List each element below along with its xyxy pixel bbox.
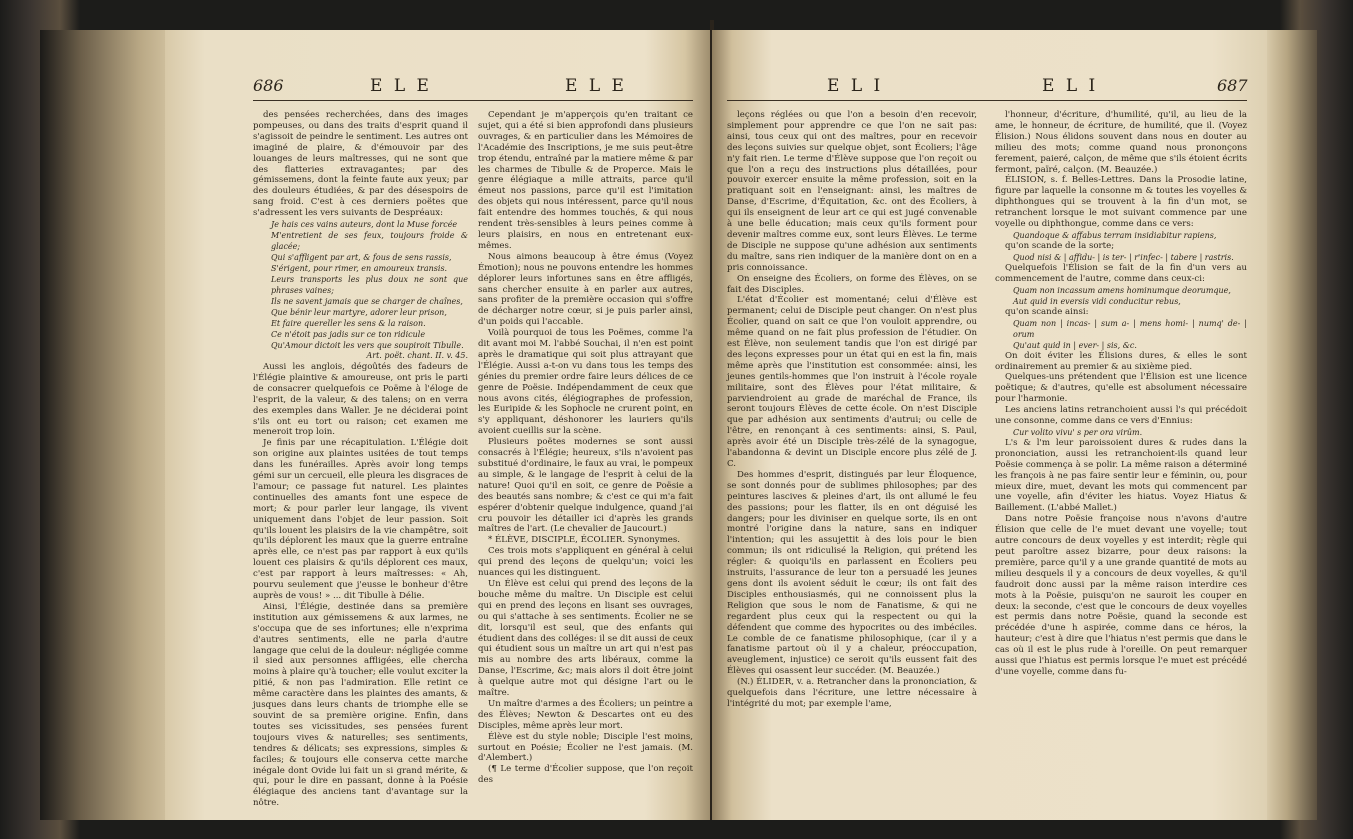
paragraph: Je finis par une récapitulation. L'Élégie doit son origine aux plaintes usitées de tout temps dans les funérailles. Après avoir long temps gémi sur un cercueil, elle pleura les disgraces de l'amour; ce passage fut naturel. Les plaintes continuelles des amants font une espece de mort; & pour parler leur langage, ils vivent uniquement dans l'objet de leur passion. Soit qu'ils louent les plaisirs de la vie champêtre, soit qu'ils déplorent les maux que la guerre entraîne après elle, ce n'est pas par rapport à eux qu'ils louent ces plaisirs & qu'ils déplorent ces maux, c'est par rapport à leurs maîtresses: « Ah, pourvu seulement que j'eusse le bonheur d'être auprès de vous! » ... dit Tibulle à Délie. [253, 438, 468, 601]
left-page-number: 686 [253, 76, 284, 95]
paragraph: Qu'Amour dictoit les vers que soupiroit Tibulle. [271, 341, 464, 351]
paragraph: On doit éviter les Élisions dures, & elles le sont ordinairement au premier & au sixième pied. [995, 350, 1247, 372]
paragraph: ÉLISION, s. f. Belles-Lettres. Dans la Prosodie latine, figure par laquelle la consonne m & toutes les voyelles & diphthongues qui se trouvent à la fin d'un mot, se retranchent lorsque le mot suivant commence par une voyelle ou diphthongue, comme dans ce vers: [995, 175, 1247, 230]
left-column-1 [253, 110, 468, 809]
paragraph: qu'on scande de la sorte; [1005, 240, 1115, 251]
paragraph: * ÉLÈVE, DISCIPLE, ÉCOLIER. Synonymes. [488, 535, 681, 546]
right-header-rule [727, 100, 1247, 101]
paragraph: M'entretient de ses feux, toujours froide & glacée; [271, 231, 468, 252]
paragraph: Voilà pourquoi de tous les Poëmes, comme l'a dit avant moi M. l'abbé Souchai, il n'en est point après le dramatique qui soit plus attrayant que l'Élégie. Aussi a-t-on vu dans tous les temps des génies du premier ordre faire leurs délices de ce genre de Poësie. Indépendamment de ceux que nous avons cités, élégiographes de profession, les Euripide & les Sophocle ne crurent point, en s'y appliquant, déshonorer les lauriers qu'ils avoient cueillis sur la scène. [478, 328, 693, 437]
paragraph: Ce n'étoit pas jadis sur ce ton ridicule [271, 330, 426, 340]
right-page [712, 30, 1267, 820]
left-running-head-1: E L E [370, 76, 432, 96]
paragraph: Et faire quereller les sens & la raison. [271, 319, 426, 329]
paragraph: qu'on scande ainsi: [1005, 306, 1089, 317]
paragraph: Cur volito vivu' s per ora virûm. [1013, 427, 1143, 437]
paragraph: Cependant je m'apperçois qu'en traitant ce sujet, qui a été si bien approfondi dans plusieurs ouvrages, & en particulier dans les Mémoires de l'Académie des Inscriptions, je me suis peut-être trop étendu, entraîné par la matiere même & par les charmes de Tibulle & de Properce. Mais le genre élégiaque a mille attraits, parce qu'il émeut nos passions, parce qu'il est l'imitation des objets qui nous intéressent, parce qu'il nous fait entendre des hommes touchés, & qui nous rendent très-sensibles à leurs peines comme à leurs plaisirs, en nous en entretenant eux-mêmes. [478, 110, 693, 251]
paragraph: S'érigent, pour rimer, en amoureux transis. [271, 264, 448, 274]
paragraph: (N.) ÉLIDER, v. a. Retrancher dans la prononciation, & quelquefois dans l'écriture, une lettre nécessaire à l'intégrité du mot; par exemple l'ame, [727, 677, 977, 709]
paragraph: On enseigne des Écoliers, on forme des Élèves, on se fait des Disciples. [727, 273, 977, 295]
paragraph: Quam non | incas- | sum a- | mens homi- | numq' de- | orum [1013, 318, 1247, 339]
paragraph: Ils ne savent jamais que se charger de chaînes, [271, 297, 463, 307]
paragraph: l'honneur, d'écriture, d'humilité, qu'il, au lieu de la ame, le honneur, de écriture, de humilité, que il. (Voyez Élision.) Nous élidons souvent dans nous en douter au milieu des mots; comme quand nous prononçons ferement, paieré, calçon, de même que s'ils étoient écrits fermont, païré, calçon. (M. Beauzée.) [995, 110, 1247, 175]
paragraph: Quelques-uns prétendent que l'Élision est une licence poëtique; & d'autres, qu'elle est absolument nécessaire pour l'harmonie. [995, 372, 1247, 405]
paragraph: Des hommes d'esprit, distingués par leur Éloquence, se sont donnés pour de sublimes philosophes; par des peintures lascives & pleines d'art, ils ont allumé le feu des passions; pour les flatter, ils en ont déguisé les dangers; pour les diviniser en quelque sorte, ils en ont montré l'origine dans la nature, sans en indiquer l'intention; qui les assujettit à des lois pour le bien commun; ils ont ridiculisé la Religion, qui prétend les régler: & quoiqu'ils en parlassent en Écoliers peu instruits, l'assurance de leur ton a persuadé les jeunes gens dont ils avoient séduit le cœur; ils ont fait des Disciples enthousiasmés, qui ne connoissent plus la Religion que sous le nom de Fanatisme, & qui ne regardent plus ceux qui la respectent ou qui la défendent que comme des hypocrites ou des imbéciles. Le comble de ce fanatisme philosophique, (car il y a fanatisme partout où il y a chaleur, préoccupation, aveuglement, injustice) ce seroit qu'ils eussent fait des Élèves qui osassent leur succéder. (M. Beauzée.) [727, 469, 977, 677]
right-page-edges [1267, 30, 1317, 820]
paragraph: Plusieurs poëtes modernes se sont aussi consacrés à l'Élégie; heureux, s'ils n'avoient pas substitué d'ordinaire, le faux au vrai, le pompeux au simple, & le langage de l'esprit à celui de la nature! Quoi qu'il en soit, ce genre de Poësie a des beautés sans nombre; & c'est ce qui m'a fait espérer d'obtenir quelque indulgence, quand j'ai cru pouvoir les détailler ici d'après les grands maîtres de l'art. (Le chevalier de Jaucourt.) [478, 437, 693, 535]
right-running-head-1: E L I [827, 76, 884, 96]
paragraph: Je hais ces vains auteurs, dont la Muse forcée [271, 220, 458, 230]
paragraph: Aut quid in eversis vidi conducitur rebus, [1013, 296, 1181, 306]
left-page [165, 30, 710, 820]
paragraph: Dans notre Poësie françoise nous n'avons d'autre Élision que celle de l'e muet devant une voyelle; tout autre concours de deux voyelles y est interdit; règle qui peut paroître assez bizarre, pour deux raisons: la première, parce qu'il y a une grande quantité de mots au milieu desquels il y a concours de deux voyelles, & qu'il faudroit donc aussi par la même raison interdire ces mots à la Poësie, puisqu'on ne sauroit les couper en deux: la seconde, c'est que le concours de deux voyelles est permis dans notre Poësie, quand la seconde est précédée d'une h aspirée, comme dans ce héros, la hauteur; c'est à dire que l'hiatus n'est permis que dans le cas où il est le plus rude à l'oreille. On peut remarquer aussi que l'hiatus est permis lorsque l'e muet est précédé d'une voyelle, comme dans fu- [995, 514, 1247, 677]
paragraph: Élève est du style noble; Disciple l'est moins, surtout en Poésie; Écolier ne l'est jamais. (M. d'Alembert.) [478, 731, 693, 764]
paragraph: Ces trois mots s'appliquent en général à celui qui prend des leçons de quelqu'un; voici les nuances qui les distinguent. [478, 546, 693, 579]
paragraph: Qu'aut quid in | ever- | sis, &c. [1013, 340, 1137, 350]
paragraph: Quam non incassum amens hominumque deorumque, [1013, 285, 1231, 295]
paragraph: Aussi les anglois, dégoûtés des fadeurs de l'Élégie plaintive & amoureuse, ont pris le parti de consacrer quelquefois ce Poëme à l'éloge de l'esprit, de la valeur, & des talens; on en verra des exemples dans Waller. Je ne déciderai point s'ils ont eu tort ou raison; cet examen me meneroit trop loin. [253, 361, 468, 438]
right-column-1 [727, 110, 977, 710]
paragraph: Ainsi, l'Élégie, destinée dans sa première institution aux gémissemens & aux larmes, ne s'occupa que de ses infortunes; elle n'exprima d'autres sentiments, elle ne parla d'autre langage que celui de la douleur: négligée comme il sied aux personnes affligées, elle chercha moins à plaire qu'à toucher; elle voulut exciter la pitié, & non pas l'admiration. Elle retint ce même caractère dans les plaintes des amants, & jusques dans leurs chants de triomphe elle se souvint de sa première origine. Enfin, dans toutes ses vicissitudes, ses pensées furent toujours vives & naturelles; ses sentiments, tendres & délicats; ses expressions, simples & faciles; & toujours elle conserva cette marche inégale dont Ovide lui fait un si grand mérite, & qui, pour le dire en passant, donne à la Poésie élégiaque des anciens tant d'avantage sur la nôtre. [253, 601, 468, 809]
paragraph: leçons réglées ou que l'on a besoin d'en recevoir, simplement pour apprendre ce que l'on ne sait pas: ainsi, tous ceux qui ont des maîtres, pour en recevoir des leçons suivies sur quelque objet, sont Écoliers; l'âge n'y fait rien. Le terme d'Élève suppose que l'on reçoit ou que l'on a reçu des instructions plus détaillées, pour pouvoir exercer ensuite la même profession, soit en la pratiquant soit en l'enseignant: ainsi, les maîtres de Danse, d'Escrime, d'Équitation, &c. ont des Écoliers, à qui ils enseignent de leur art ce qui est jugé convenable à une belle éducation; mais ceux qu'ils forment pour devenir maîtres comme eux, sont leurs Élèves. Le terme de Disciple ne suppose qu'une adhésion aux sentiments du maître, sans rien indiquer de la manière dont on en a pris connoissance. [727, 110, 977, 273]
paragraph: Que bénir leur martyre, adorer leur prison, [271, 308, 447, 318]
paragraph: L's & l'm leur paroissoient dures & rudes dans la prononciation, aussi les retranchoient-ils quand leur Poësie commença à se polir. La même raison a déterminé les françois à ne pas faire sentir leur e féminin, ou, pour mieux dire, muet, devant les mots qui commencent par une voyelle, afin d'éviter les hiatus. Voyez Hiatus & Baillement. (L'abbé Mallet.) [995, 437, 1247, 514]
paragraph: Quandoque & affabus terram insidiabitur rapiens, [1013, 230, 1217, 240]
paragraph: Qui s'affligent par art, & fous de sens rassis, [271, 253, 452, 263]
left-header-rule [253, 100, 693, 101]
right-page-number: 687 [1217, 76, 1248, 95]
paragraph: L'état d'Écolier est momentané; celui d'Élève est permanent; celui de Disciple peut changer. On n'est plus Écolier, quand on sait ce que l'on vouloit apprendre, ou même quand on ne fait plus profession de l'étudier. On est Élève, non seulement tandis que l'on est dirigé par des leçons expresses pour un état qui en est la fin, mais même après que l'institution est consommée: ainsi, les jeunes gentils-hommes que l'on instruit à l'école royale militaire, sont des Élèves pour l'état militaire, & parviendroient au grade de maréchal de France, ils seront toujours Élèves de cette école. On n'est Disciple que par adhésion aux sentiments d'autrui; ou celle de l'être, en renonçant à ces sentiments: ainsi, S. Paul, après avoir été un Disciple très-zélé de la synagogue, l'abandonna & devint un Disciple encore plus zélé de J. C. [727, 295, 977, 469]
left-running-head-2: E L E [565, 76, 627, 96]
paragraph: Un Élève est celui qui prend des leçons de la bouche même du maître. Un Disciple est celui qui en prend des leçons en lisant ses ouvrages, ou qui s'attache à ses sentiments. Écolier ne se dit, lorsqu'il est seul, que des enfants qui étudient dans des colléges: il se dit aussi de ceux qui étudient sous un maître un art qui n'est pas mis au nombre des arts libéraux, comme la Danse, l'Escrime, &c; mais alors il doit être joint à quelque autre mot qui désigne l'art ou le maître. [478, 578, 693, 699]
paragraph: (¶ Le terme d'Écolier suppose, que l'on reçoit des [478, 764, 693, 786]
paragraph: Nous aimons beaucoup à être émus (Voyez Émotion); nous ne pouvons entendre les hommes déplorer leurs infortunes sans en être affligés, sans chercher ensuite à en parler aux autres, sans profiter de la première occasion qui s'offre de décharger notre cœur, si je puis parler ainsi, d'un poids qui l'accable. [478, 251, 693, 328]
right-running-head-2: E L I [1042, 76, 1099, 96]
paragraph: Art. poët. chant. II. v. 45. [366, 351, 468, 361]
paragraph: Quod nisi & | affidu- | is ter- | r'infec- | tabere | rastris. [1013, 252, 1234, 262]
left-page-edges [40, 30, 165, 820]
paragraph: Quelquefois l'Élision se fait de la fin d'un vers au commencement de l'autre, comme dans ceux-ci: [995, 262, 1247, 284]
right-column-2 [995, 110, 1247, 678]
paragraph: Un maître d'armes a des Écoliers; un peintre a des Élèves; Newton & Descartes ont eu des Disciples, même après leur mort. [478, 698, 693, 731]
paragraph: Les anciens latins retranchoient aussi l's qui précédoit une consonne, comme dans ce vers d'Ennius: [995, 405, 1247, 427]
left-column-2 [478, 110, 693, 786]
paragraph: des pensées recherchées, dans des images pompeuses, ou dans des traits d'esprit quand il s'agissoit de peindre le sentiment. Les autres ont imaginé de plaire, & d'émouvoir par des louanges de leurs maîtresses, qui ne sont que des flatteries extravagantes; par des gémissemens, dont la feinte faute aux yeux; par des douleurs étudiées, & par des désespoirs de sang froid. C'est à ces derniers poëtes que s'adressent les vers suivants de Despréaux: [253, 110, 468, 219]
paragraph: Leurs transports les plus doux ne sont que phrases vaines; [271, 275, 468, 296]
